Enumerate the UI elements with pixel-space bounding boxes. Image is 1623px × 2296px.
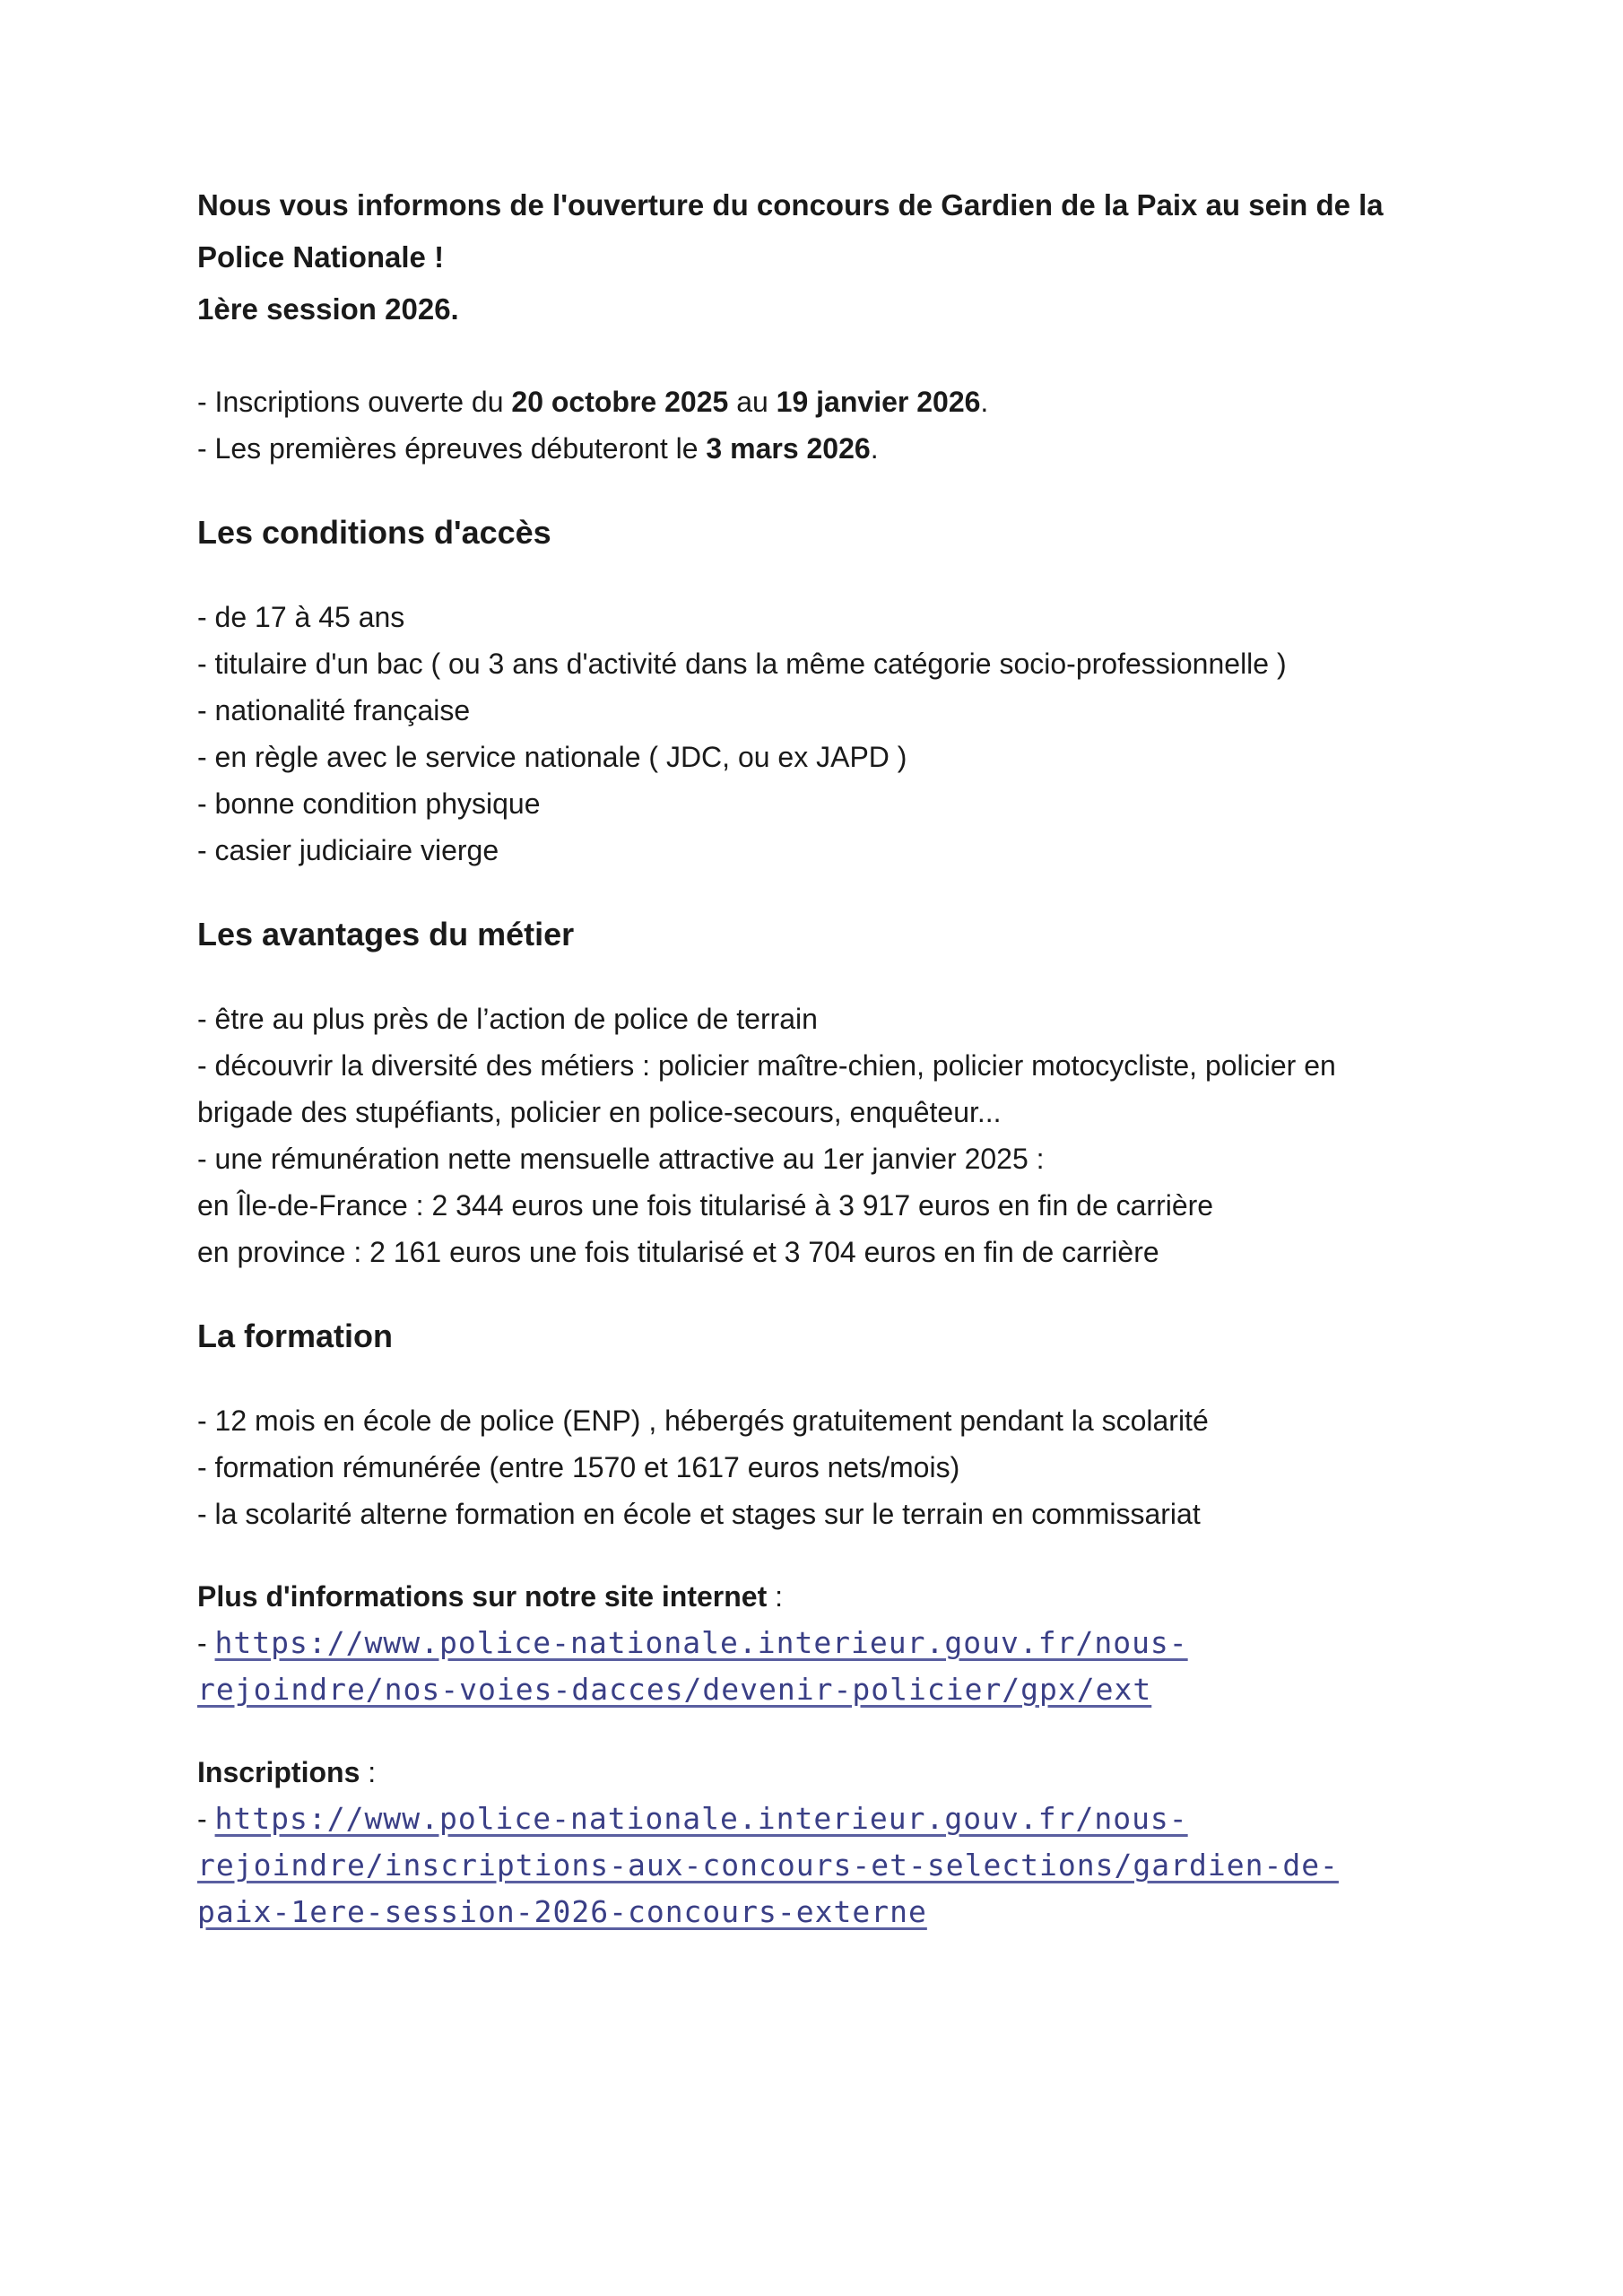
- list-item: - casier judiciaire vierge: [197, 834, 499, 866]
- inscriptions-url-line[interactable]: paix-1ere-session-2026-concours-externe: [197, 1894, 927, 1929]
- document-page: [197, 179, 1471, 1935]
- list-item: - une rémunération nette mensuelle attractive au 1er janvier 2025 :: [197, 1143, 1045, 1175]
- formation-list: [197, 1397, 1471, 1537]
- list-item: - être au plus près de l’action de police de terrain: [197, 1003, 818, 1035]
- avantages-list: [197, 996, 1471, 1275]
- announcement-text: Nous vous informons de l'ouverture du concours de Gardien de la Paix au sein de la Police Nationale !: [197, 188, 1384, 274]
- list-item: - 12 mois en école de police (ENP) , hébergés gratuitement pendant la scolarité: [197, 1405, 1209, 1437]
- inscriptions-label: Inscriptions :: [197, 1756, 377, 1788]
- infos-label: Plus d'informations sur notre site internet :: [197, 1580, 784, 1613]
- list-item: - découvrir la diversité des métiers : policier maître-chien, policier motocycliste, policier en: [197, 1049, 1336, 1082]
- list-item: - en règle avec le service nationale ( JDC, ou ex JAPD ): [197, 741, 907, 773]
- infos-url-line[interactable]: rejoindre/nos-voies-dacces/devenir-policier/gpx/ext: [197, 1672, 1152, 1707]
- inscriptions-link[interactable]: - https://www.police-nationale.interieur.gouv.fr/nous- rejoindre/inscriptions-aux-concours-et-selections/gardien-de- paix-1ere-session-2026-concours-externe: [197, 1801, 1339, 1929]
- epreuves-date-line: - Les premières épreuves débuteront le 3 mars 2026.: [197, 432, 879, 465]
- epreuves-date: 3 mars 2026: [706, 432, 871, 465]
- list-item: - la scolarité alterne formation en école et stages sur le terrain en commissariat: [197, 1498, 1201, 1530]
- formation-heading: La formation: [197, 1318, 394, 1354]
- session-text: 1ère session 2026.: [197, 292, 459, 326]
- list-item: - formation rémunérée (entre 1570 et 1617 euros nets/mois): [197, 1451, 960, 1483]
- inscriptions-url-line[interactable]: https://www.police-nationale.interieur.gouv.fr/nous-: [214, 1801, 1188, 1836]
- list-item: - titulaire d'un bac ( ou 3 ans d'activité dans la même catégorie socio-professionnelle ): [197, 648, 1287, 680]
- inscriptions-start-date: 20 octobre 2025: [511, 386, 729, 418]
- list-item: en Île-de-France : 2 344 euros une fois titularisé à 3 917 euros en fin de carrière: [197, 1189, 1214, 1222]
- list-item: - de 17 à 45 ans: [197, 601, 405, 633]
- inscriptions-url-line[interactable]: rejoindre/inscriptions-aux-concours-et-selections/gardien-de-: [197, 1848, 1339, 1883]
- list-item: - nationalité française: [197, 694, 471, 726]
- avantages-heading: Les avantages du métier: [197, 916, 575, 952]
- conditions-heading: Les conditions d'accès: [197, 514, 551, 551]
- infos-url-line[interactable]: https://www.police-nationale.interieur.gouv.fr/nous-: [214, 1625, 1188, 1660]
- infos-link[interactable]: - https://www.police-nationale.interieur.gouv.fr/nous- rejoindre/nos-voies-dacces/devenir-policier/gpx/ext: [197, 1625, 1188, 1707]
- inscriptions-dates: - Inscriptions ouverte du 20 octobre 2025 au 19 janvier 2026.: [197, 386, 989, 418]
- conditions-list: [197, 594, 1471, 874]
- list-item: en province : 2 161 euros une fois titularisé et 3 704 euros en fin de carrière: [197, 1236, 1159, 1268]
- list-item: - bonne condition physique: [197, 787, 541, 820]
- inscriptions-end-date: 19 janvier 2026: [776, 386, 981, 418]
- list-item: brigade des stupéfiants, policier en police-secours, enquêteur...: [197, 1096, 1002, 1128]
